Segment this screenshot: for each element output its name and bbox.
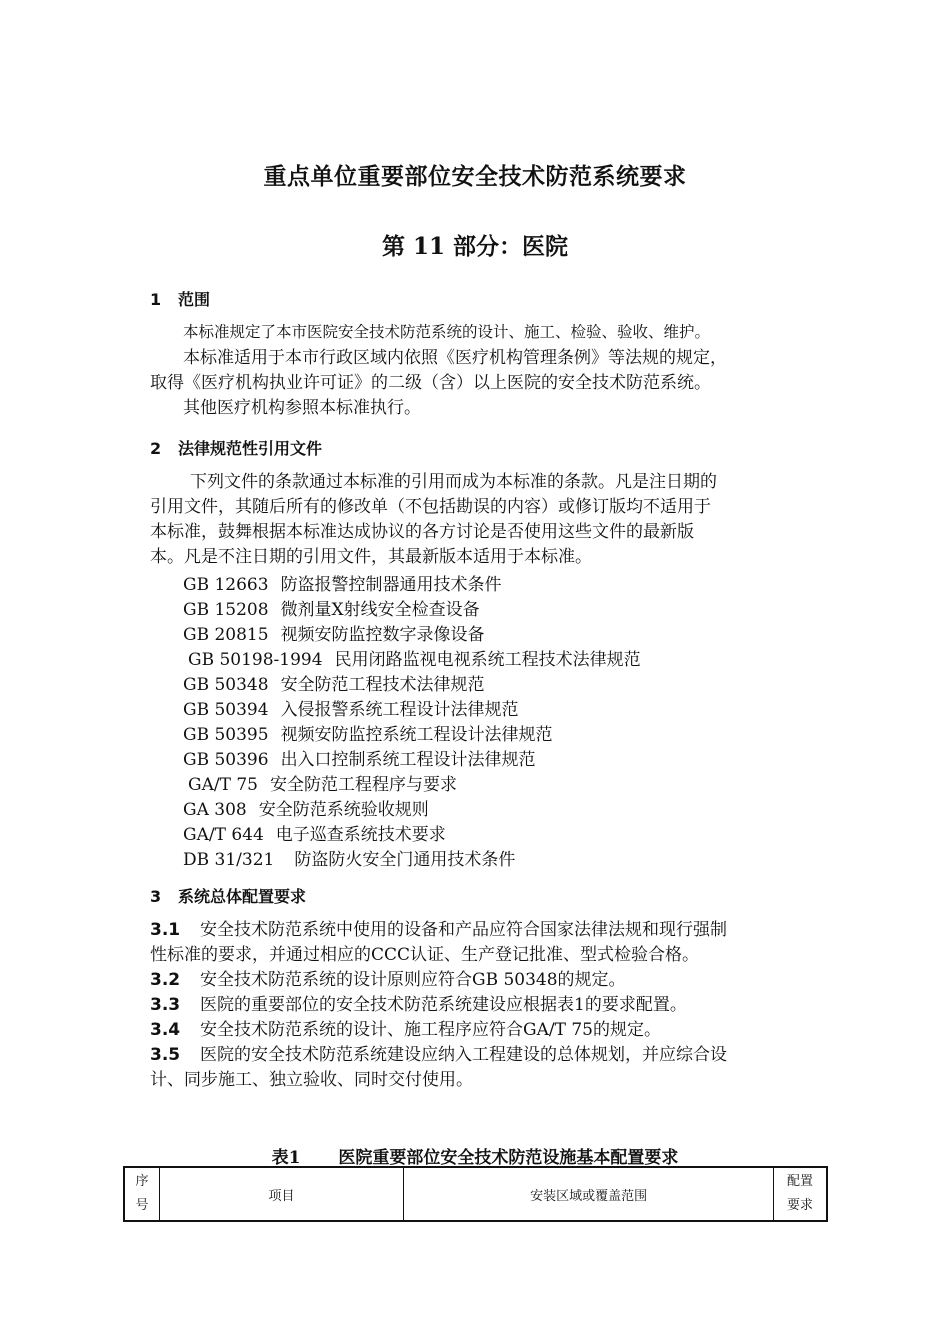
- reference-item: [183, 820, 446, 845]
- reference-item: [183, 695, 519, 720]
- section-title: 范围: [178, 290, 211, 309]
- header-item: 项目: [159, 1167, 403, 1221]
- reference-code: DB 31/321: [183, 850, 275, 870]
- s2-paragraph-line: 本标准，鼓舞根据本标准达成协议的各方讨论是否使用这些文件的最新版: [150, 522, 694, 542]
- clause-3-2: [150, 968, 626, 993]
- header-requirement: [774, 1167, 827, 1221]
- reference-name: 防盗防火安全门通用技术条件: [294, 850, 516, 870]
- reference-name: 出入口控制系统工程设计法律规范: [280, 750, 536, 770]
- clause-text: 安全技术防范系统的设计、施工程序应符合GA/T 75的规定。: [200, 1020, 661, 1040]
- clause-text: 安全技术防范系统中使用的设备和产品应符合国家法律法规和现行强制: [200, 920, 727, 940]
- reference-name: 视频安防监控系统工程设计法律规范: [280, 725, 553, 745]
- section-2-heading: [150, 436, 322, 459]
- document-title: 重点单位重要部位安全技术防范系统要求: [263, 163, 687, 190]
- clause-3-1-continued: 性标准的要求，并通过相应的CCC认证、生产登记批准、型式检验合格。: [150, 945, 700, 965]
- clause-3-4: [150, 1018, 661, 1043]
- s2-paragraph-line: 引用文件，其随后所有的修改单（不包括勘误的内容）或修订版均不适用于: [150, 497, 711, 517]
- reference-code: GB 15208: [183, 600, 269, 620]
- reference-name: 入侵报警系统工程设计法律规范: [280, 700, 519, 720]
- header-seq: [124, 1167, 159, 1221]
- document-subtitle: 第 11 部分：医院: [381, 233, 569, 260]
- header-req-line: 配置: [787, 1174, 814, 1189]
- reference-item: [188, 770, 457, 795]
- reference-name: 安全防范工程技术法律规范: [280, 675, 485, 695]
- clause-3-1: [150, 918, 727, 943]
- s2-paragraph-line: 本。凡是不注日期的引用文件，其最新版本适用于本标准。: [150, 547, 592, 567]
- section-3-heading: [150, 884, 306, 907]
- reference-name: 电子巡查系统技术要求: [275, 825, 446, 845]
- reference-item: [183, 845, 515, 870]
- header-seq-line: 序: [135, 1174, 149, 1189]
- reference-name: 安全防范系统验收规则: [258, 800, 429, 820]
- reference-name: 民用闭路监视电视系统工程技术法律规范: [334, 650, 641, 670]
- section-1-heading: [150, 287, 210, 310]
- clause-3-5-continued: 计、同步施工、独立验收、同时交付使用。: [150, 1070, 473, 1090]
- clause-3-5: [150, 1043, 727, 1068]
- clause-text: 医院的重要部位的安全技术防范系统建设应根据表1的要求配置。: [200, 995, 687, 1015]
- s1-paragraph-2b: 取得《医疗机构执业许可证》的二级（含）以上医院的安全技术防范系统。: [150, 373, 711, 393]
- header-area: 安装区域或覆盖范围: [404, 1167, 774, 1221]
- clause-3-3: [150, 993, 687, 1018]
- reference-item: [183, 570, 502, 595]
- s2-paragraph-line: 下列文件的条款通过本标准的引用而成为本标准的条款。凡是注日期的: [190, 472, 717, 492]
- clause-number: 3.3: [150, 995, 181, 1015]
- s1-paragraph-3: 其他医疗机构参照本标准执行。: [183, 398, 421, 418]
- table-number: 表1: [271, 1148, 301, 1168]
- clause-text: 安全技术防范系统的设计原则应符合GB 50348的规定。: [200, 970, 626, 990]
- reference-item: [183, 620, 485, 645]
- reference-item: [183, 670, 485, 695]
- clause-text: 医院的安全技术防范系统建设应纳入工程建设的总体规划，并应综合设: [200, 1045, 727, 1065]
- reference-code: GA 308: [183, 800, 247, 820]
- clause-number: 3.4: [150, 1020, 181, 1040]
- reference-item: [183, 745, 536, 770]
- reference-code: GB 50396: [183, 750, 269, 770]
- header-req-line: 要求: [787, 1198, 814, 1213]
- section-number: 2: [150, 439, 162, 458]
- reference-code: GB 50394: [183, 700, 269, 720]
- config-table: [123, 1166, 828, 1222]
- table-title: 医院重要部位安全技术防范设施基本配置要求: [338, 1148, 679, 1168]
- reference-name: 安全防范工程程序与要求: [269, 775, 457, 795]
- reference-code: GB 50348: [183, 675, 269, 695]
- reference-code: GA/T 644: [183, 825, 264, 845]
- header-seq-line: 号: [135, 1198, 149, 1213]
- reference-item: [188, 645, 641, 670]
- s1-paragraph-1: 本标准规定了本市医院安全技术防范系统的设计、施工、检验、验收、维护。: [183, 323, 711, 341]
- clause-number: 3.1: [150, 920, 181, 940]
- s1-paragraph-2a: 本标准适用于本市行政区域内依照《医疗机构管理条例》等法规的规定，: [183, 348, 727, 368]
- clause-number: 3.2: [150, 970, 181, 990]
- reference-name: 视频安防监控数字录像设备: [280, 625, 485, 645]
- reference-code: GB 50198-1994: [188, 650, 323, 670]
- table-caption: [0, 1143, 950, 1168]
- reference-item: [183, 720, 553, 745]
- reference-item: [183, 595, 480, 620]
- reference-code: GB 50395: [183, 725, 269, 745]
- reference-item: [183, 795, 429, 820]
- section-number: 1: [150, 290, 162, 309]
- table-header-row: [124, 1167, 827, 1221]
- clause-number: 3.5: [150, 1045, 181, 1065]
- section-title: 法律规范性引用文件: [178, 439, 323, 458]
- section-title: 系统总体配置要求: [178, 887, 307, 906]
- reference-code: GA/T 75: [188, 775, 258, 795]
- section-number: 3: [150, 887, 162, 906]
- reference-code: GB 12663: [183, 575, 269, 595]
- reference-name: 微剂量X射线安全检查设备: [280, 600, 480, 620]
- reference-code: GB 20815: [183, 625, 269, 645]
- reference-name: 防盗报警控制器通用技术条件: [280, 575, 502, 595]
